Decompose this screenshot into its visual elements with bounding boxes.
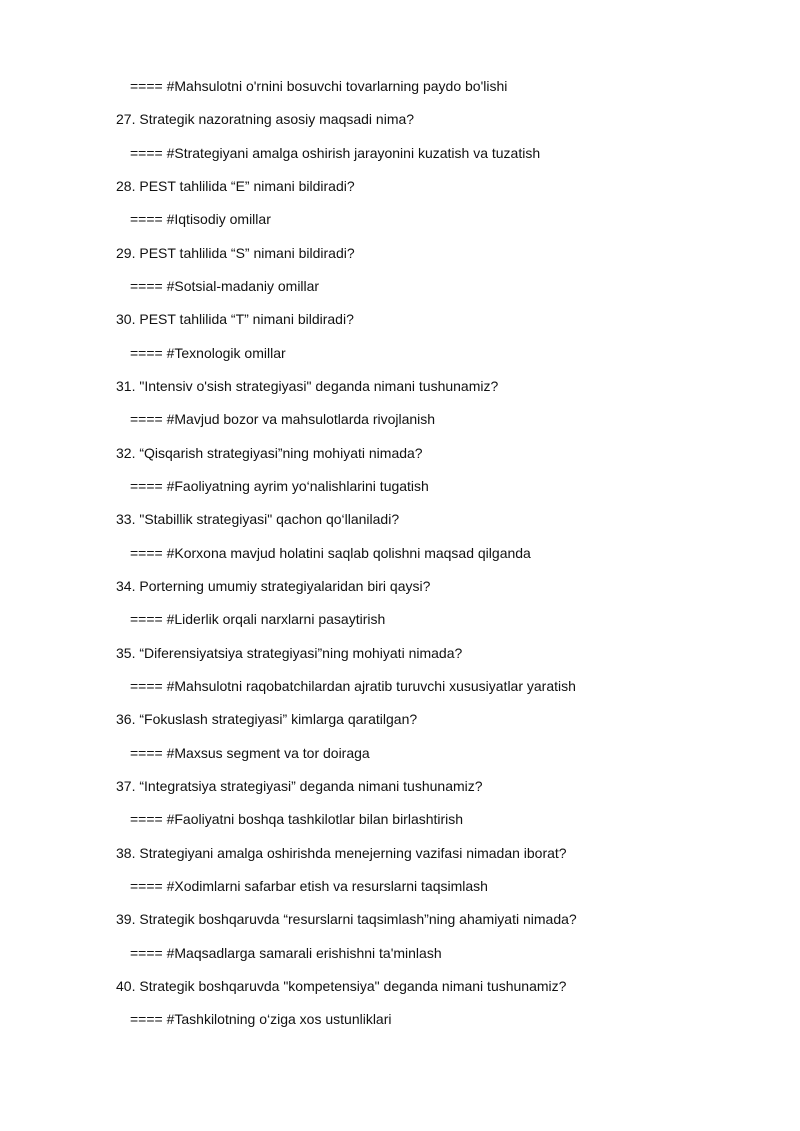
question-line: 39. Strategik boshqaruvda “resurslarni taqsimlash”ning ahamiyati nimada? [116,911,577,927]
answer-line: ==== #Maxsus segment va tor doiraga [130,745,370,761]
question-line: 27. Strategik nazoratning asosiy maqsadi nima? [116,111,415,127]
answer-line: ==== #Maqsadlarga samarali erishishni ta'minlash [130,945,442,961]
question-line: 33. "Stabillik strategiyasi" qachon qo‘llaniladi? [116,511,400,527]
answer-line: ==== #Mahsulotni o'rnini bosuvchi tovarlarning paydo bo'lishi [130,78,508,94]
question-line: 36. “Fokuslash strategiyasi” kimlarga qaratilgan? [116,711,418,727]
answer-line: ==== #Mavjud bozor va mahsulotlarda rivojlanish [130,411,436,427]
answer-line: ==== #Strategiyani amalga oshirish jarayonini kuzatish va tuzatish [130,145,541,161]
question-line: 31. "Intensiv o'sish strategiyasi" deganda nimani tushunamiz? [116,378,499,394]
question-line: 40. Strategik boshqaruvda "kompetensiya" deganda nimani tushunamiz? [116,978,567,994]
question-line: 38. Strategiyani amalga oshirishda menejerning vazifasi nimadan iborat? [116,845,567,861]
question-line: 35. “Diferensiyatsiya strategiyasi”ning mohiyati nimada? [116,645,463,661]
question-line: 37. “Integratsiya strategiyasi” deganda nimani tushunamiz? [116,778,483,794]
question-line: 29. PEST tahlilida “S” nimani bildiradi? [116,245,355,261]
answer-line: ==== #Iqtisodiy omillar [130,211,271,227]
answer-line: ==== #Faoliyatning ayrim yo‘nalishlarini tugatish [130,478,429,494]
question-line: 30. PEST tahlilida “T” nimani bildiradi? [116,311,354,327]
answer-line: ==== #Liderlik orqali narxlarni pasaytirish [130,611,386,627]
answer-line: ==== #Texnologik omillar [130,345,286,361]
answer-line: ==== #Korxona mavjud holatini saqlab qolishni maqsad qilganda [130,545,531,561]
answer-line: ==== #Xodimlarni safarbar etish va resurslarni taqsimlash [130,878,488,894]
question-line: 34. Porterning umumiy strategiyalaridan biri qaysi? [116,578,431,594]
answer-line: ==== #Mahsulotni raqobatchilardan ajratib turuvchi xususiyatlar yaratish [130,678,576,694]
answer-line: ==== #Faoliyatni boshqa tashkilotlar bilan birlashtirish [130,811,464,827]
answer-line: ==== #Tashkilotning o‘ziga xos ustunliklari [130,1011,392,1027]
question-line: 28. PEST tahlilida “E” nimani bildiradi? [116,178,355,194]
question-line: 32. “Qisqarish strategiyasi”ning mohiyati nimada? [116,445,423,461]
answer-line: ==== #Sotsial-madaniy omillar [130,278,320,294]
